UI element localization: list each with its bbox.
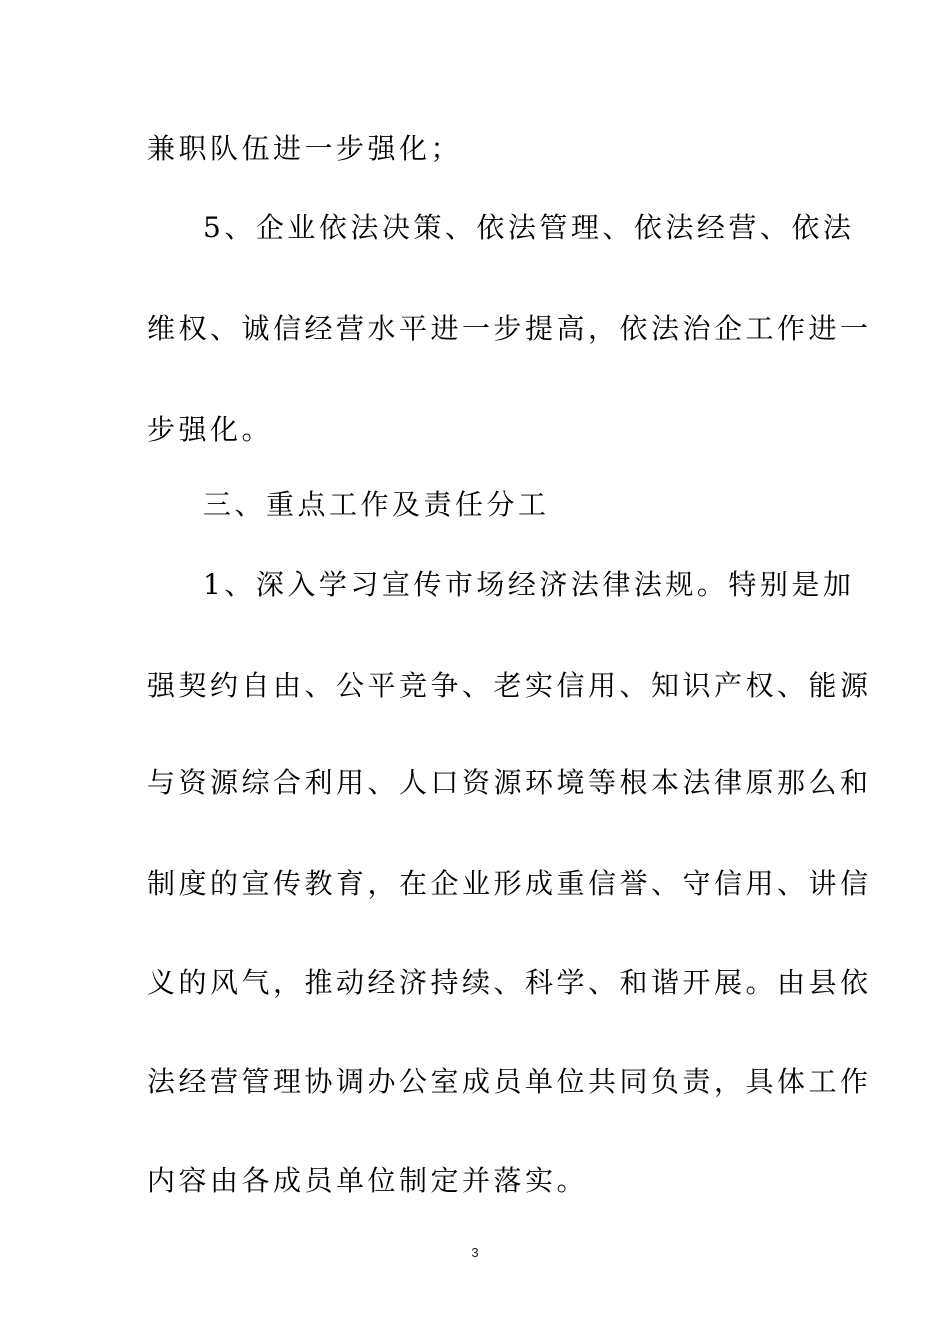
page-number: 3 [471,1245,479,1260]
text-line-1: 兼职队伍进一步强化； [147,132,463,165]
text-line-7: 强契约自由、公平竞争、老实信用、知识产权、能源 [147,669,872,702]
section-heading: 三、重点工作及责任分工 [203,488,550,521]
text-line-10: 义的风气，推动经济持续、科学、和谐开展。由县依 [147,966,872,999]
text-line-9: 制度的宣传教育，在企业形成重信誉、守信用、讲信 [147,867,872,900]
list-item-5: 5、企业依法决策、依法管理、依法经营、依法 [203,211,855,244]
text-line-8: 与资源综合利用、人口资源环境等根本法律原那么和 [147,766,872,799]
text-line-4: 步强化。 [147,413,274,446]
list-item-1: 1、深入学习宣传市场经济法律法规。特别是加 [203,568,855,601]
text-line-12: 内容由各成员单位制定并落实。 [147,1164,589,1197]
text-line-11: 法经营管理协调办公室成员单位共同负责，具体工作 [147,1065,872,1098]
text-line-3: 维权、诚信经营水平进一步提高，依法治企工作进一 [147,312,872,345]
